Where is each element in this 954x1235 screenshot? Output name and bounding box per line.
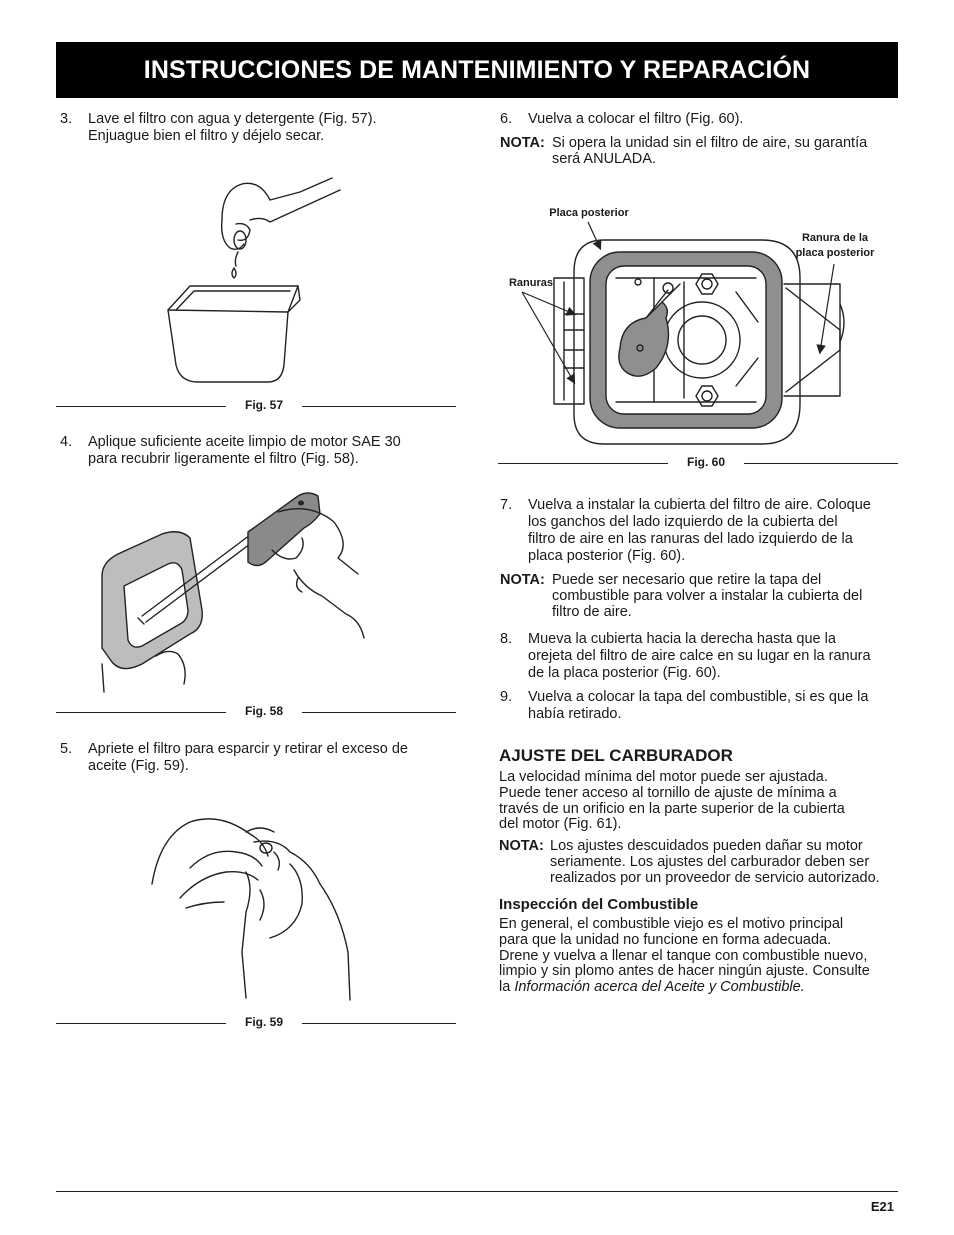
subheading-fuel-inspection: Inspección del Combustible [499, 896, 699, 913]
step-5: 5. Apriete el filtro para esparcir y retirar el exceso de aceite (Fig. 59). [60, 741, 408, 774]
fig60-label: Fig. 60 [668, 455, 744, 469]
page-title-banner [56, 42, 898, 98]
fig57-label: Fig. 57 [226, 398, 302, 412]
note-warranty: NOTA: Si opera la unidad sin el filtro de aire, su garantía será ANULADA. [500, 135, 868, 167]
step-8: 8. Mueva la cubierta hacia la derecha hasta que la orejeta del filtro de aire calce en su lugar en la ranura de la placa posterior (Fig. 60). [500, 631, 871, 681]
fuel-info-reference: Información acerca del Aceite y Combustible. [514, 979, 805, 996]
fig57-illustration [150, 160, 350, 395]
fig58-label: Fig. 58 [226, 704, 302, 718]
fig60-illustration [504, 222, 850, 454]
fig59-label: Fig. 59 [226, 1015, 302, 1029]
step-9: 9. Vuelva a colocar la tapa del combustible, si es que la había retirado. [500, 689, 869, 722]
step-7: 7. Vuelva a instalar la cubierta del filtro de aire. Coloque los ganchos del lado izquierdo de la cubierta del filtro de aire en las ranuras del lado izquierdo de la placa posterior (Fig. 60). [500, 497, 871, 564]
fig59-illustration [150, 812, 360, 1006]
page-title: INSTRUCCIONES DE MANTENIMIENTO Y REPARACIÓN [143, 55, 811, 84]
callout-slots: Ranuras [508, 277, 554, 289]
section-heading-carburetor: AJUSTE DEL CARBURADOR [499, 746, 733, 765]
note-carburetor: NOTA: Los ajustes descuidados pueden dañar su motor seriamente. Los ajustes del carburador deben ser realizados por un proveedor de servicio autorizado. [499, 838, 880, 886]
step-6: 6. Vuelva a colocar el filtro (Fig. 60). [500, 111, 744, 127]
callout-backplate: Placa posterior [549, 207, 629, 219]
fuel-paragraph: En general, el combustible viejo es el motivo principal para que la unidad no funcione en forma adecuada. Drene y vuelva a llenar el tanque con combustible nuevo, limpio y sin plomo antes de hacer ningún ajuste. Consulte la Información acerca del Aceite y Combustible. [499, 916, 870, 996]
callout-backplate-slot: Ranura de la placa posterior [795, 232, 875, 259]
fig58-illustration [98, 488, 368, 693]
step-3: 3. Lave el filtro con agua y detergente (Fig. 57). Enjuague bien el filtro y déjelo secar. [60, 111, 377, 144]
note-fuel-cap: NOTA: Puede ser necesario que retire la tapa del combustible para volver a instalar la cubierta del filtro de aire. [500, 572, 863, 620]
step-4: 4. Aplique suficiente aceite limpio de motor SAE 30 para recubrir ligeramente el filtro (Fig. 58). [60, 434, 401, 467]
footer-rule [56, 1191, 898, 1192]
page-number: E21 [870, 1199, 894, 1214]
carburetor-paragraph: La velocidad mínima del motor puede ser ajustada. Puede tener acceso al tornillo de ajuste de mínima a través de un orificio en la parte superior de la cubierta del motor (Fig. 61). [499, 769, 845, 833]
